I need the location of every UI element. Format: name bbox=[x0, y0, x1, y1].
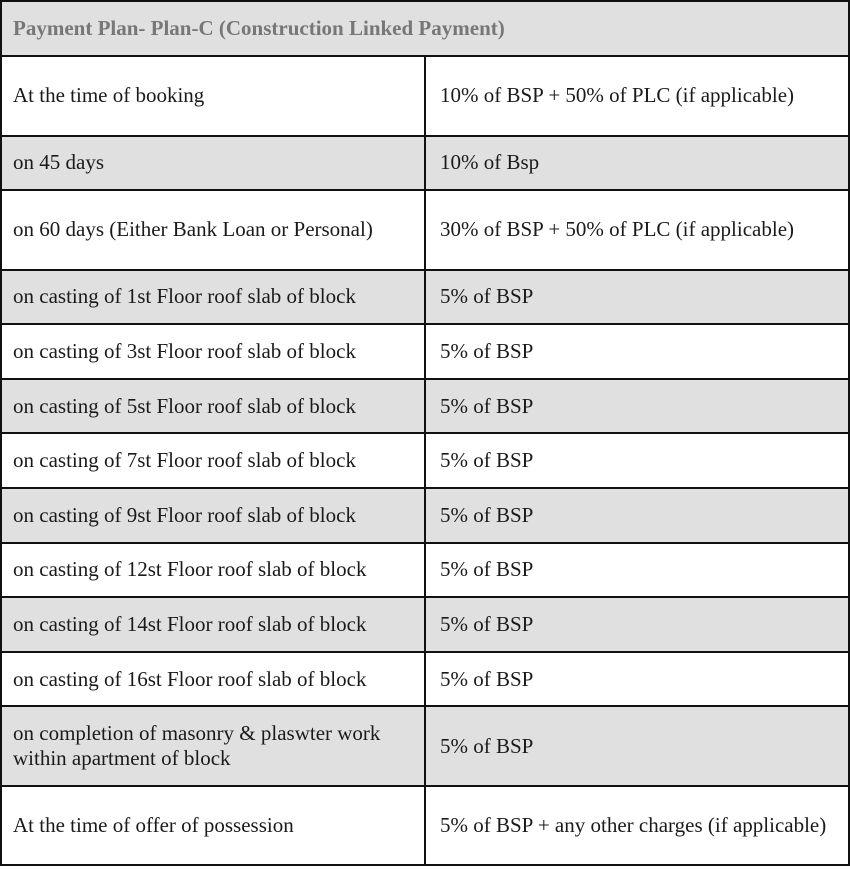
table-row bbox=[1, 56, 849, 136]
payment-amount: 5% of BSP bbox=[425, 379, 849, 434]
payment-amount: 5% of BSP + any other charges (if applicable) bbox=[425, 786, 849, 866]
payment-amount: 5% of BSP bbox=[425, 543, 849, 598]
payment-event: on casting of 3st Floor roof slab of block bbox=[1, 324, 425, 379]
table-row bbox=[1, 324, 849, 379]
payment-amount: 5% of BSP bbox=[425, 652, 849, 707]
payment-amount: 10% of BSP + 50% of PLC (if applicable) bbox=[425, 56, 849, 136]
payment-event: on casting of 16st Floor roof slab of block bbox=[1, 652, 425, 707]
payment-event: At the time of booking bbox=[1, 56, 425, 136]
payment-event: on casting of 12st Floor roof slab of block bbox=[1, 543, 425, 598]
table-row bbox=[1, 786, 849, 866]
table-header-row bbox=[1, 1, 849, 56]
table-row bbox=[1, 270, 849, 325]
payment-amount: 5% of BSP bbox=[425, 488, 849, 543]
table-row bbox=[1, 706, 849, 786]
payment-event: on casting of 9st Floor roof slab of block bbox=[1, 488, 425, 543]
payment-amount: 5% of BSP bbox=[425, 706, 849, 786]
payment-amount: 5% of BSP bbox=[425, 433, 849, 488]
payment-amount: 30% of BSP + 50% of PLC (if applicable) bbox=[425, 190, 849, 270]
table-row bbox=[1, 433, 849, 488]
table-row bbox=[1, 190, 849, 270]
payment-amount: 5% of BSP bbox=[425, 270, 849, 325]
table-row bbox=[1, 597, 849, 652]
table-title: Payment Plan- Plan-C (Construction Linked Payment) bbox=[1, 1, 849, 56]
payment-event: on casting of 1st Floor roof slab of block bbox=[1, 270, 425, 325]
payment-event: on casting of 7st Floor roof slab of block bbox=[1, 433, 425, 488]
payment-amount: 10% of Bsp bbox=[425, 136, 849, 191]
table-row bbox=[1, 652, 849, 707]
payment-amount: 5% of BSP bbox=[425, 597, 849, 652]
payment-event: on casting of 14st Floor roof slab of block bbox=[1, 597, 425, 652]
table-row bbox=[1, 379, 849, 434]
payment-event: on casting of 5st Floor roof slab of block bbox=[1, 379, 425, 434]
payment-event: on 45 days bbox=[1, 136, 425, 191]
payment-event: on 60 days (Either Bank Loan or Personal) bbox=[1, 190, 425, 270]
payment-event: At the time of offer of possession bbox=[1, 786, 425, 866]
payment-event: on completion of masonry & plaswter work within apartment of block bbox=[1, 706, 425, 786]
payment-amount: 5% of BSP bbox=[425, 324, 849, 379]
table-row bbox=[1, 543, 849, 598]
table-row bbox=[1, 488, 849, 543]
table-row bbox=[1, 136, 849, 191]
